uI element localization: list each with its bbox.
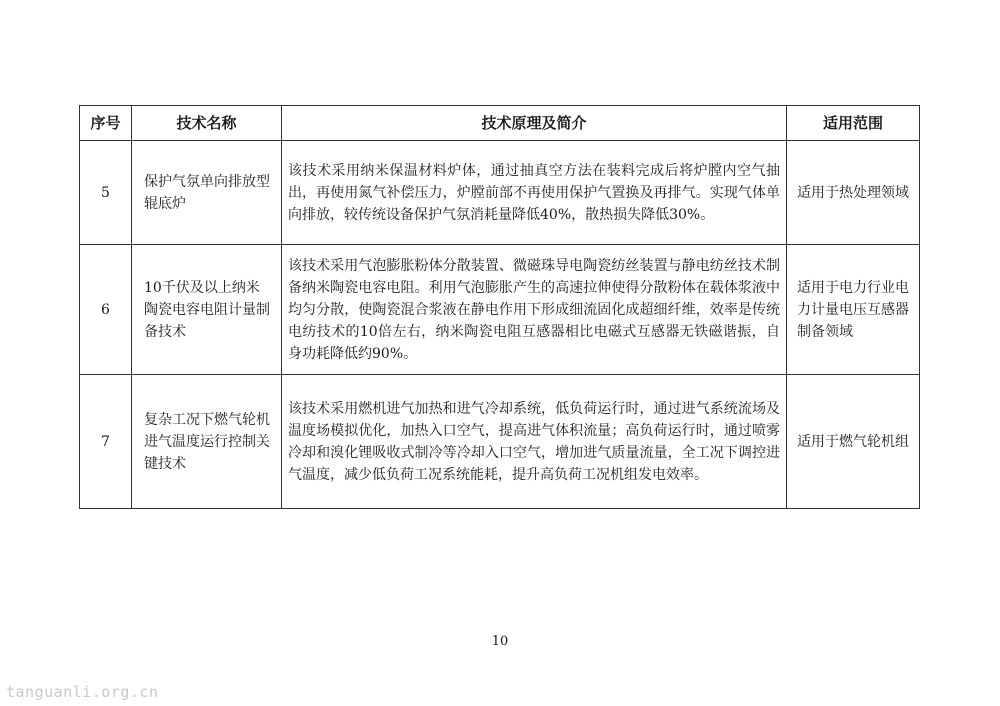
technology-table [79,105,920,509]
row-scope-cell: 适用于热处理领域 [787,141,920,245]
row-num-cell: 5 [80,141,132,245]
row-scope-cell: 适用于燃气轮机组 [787,375,920,509]
table-row [80,245,920,375]
header-scope: 适用范围 [787,106,920,141]
row-name-cell: 10千伏及以上纳米陶瓷电容电阻计量制备技术 [132,245,282,375]
header-desc: 技术原理及简介 [282,106,787,141]
watermark-text: tanguanli.org.cn [6,683,159,701]
row-name-cell: 保护气氛单向排放型辊底炉 [132,141,282,245]
row-desc-cell: 该技术采用纳米保温材料炉体，通过抽真空方法在装料完成后将炉膛内空气抽出，再使用氮气补偿压力，炉膛前部不再使用保护气置换及再排气。实现气体单向排放，较传统设备保护气氛消耗量降低40%，散热损失降低30%。 [282,141,787,245]
header-num: 序号 [80,106,132,141]
table-row [80,141,920,245]
row-num-cell: 6 [80,245,132,375]
row-desc-cell: 该技术采用气泡膨胀粉体分散装置、微磁珠导电陶瓷纺丝装置与静电纺丝技术制备纳米陶瓷电容电阻。利用气泡膨胀产生的高速拉伸使得分散粉体在载体浆液中均匀分散，使陶瓷混合浆液在静电作用下形成细流固化成超细纤维，效率是传统电纺技术的10倍左右，纳米陶瓷电阻互感器相比电磁式互感器无铁磁谐振，自身功耗降低约90%。 [282,245,787,375]
row-desc-cell: 该技术采用燃机进气加热和进气冷却系统，低负荷运行时，通过进气系统流场及温度场模拟优化，加热入口空气，提高进气体积流量；高负荷运行时，通过喷雾冷却和溴化锂吸收式制冷等冷却入口空气，增加进气质量流量，全工况下调控进气温度，减少低负荷工况系统能耗，提升高负荷工况机组发电效率。 [282,375,787,509]
row-num-cell: 7 [80,375,132,509]
page-number: 10 [491,634,509,649]
row-scope-cell: 适用于电力行业电力计量电压互感器制备领域 [787,245,920,375]
header-name: 技术名称 [132,106,282,141]
table-row [80,375,920,509]
row-name-cell: 复杂工况下燃气轮机进气温度运行控制关键技术 [132,375,282,509]
table-header-row [80,106,920,141]
